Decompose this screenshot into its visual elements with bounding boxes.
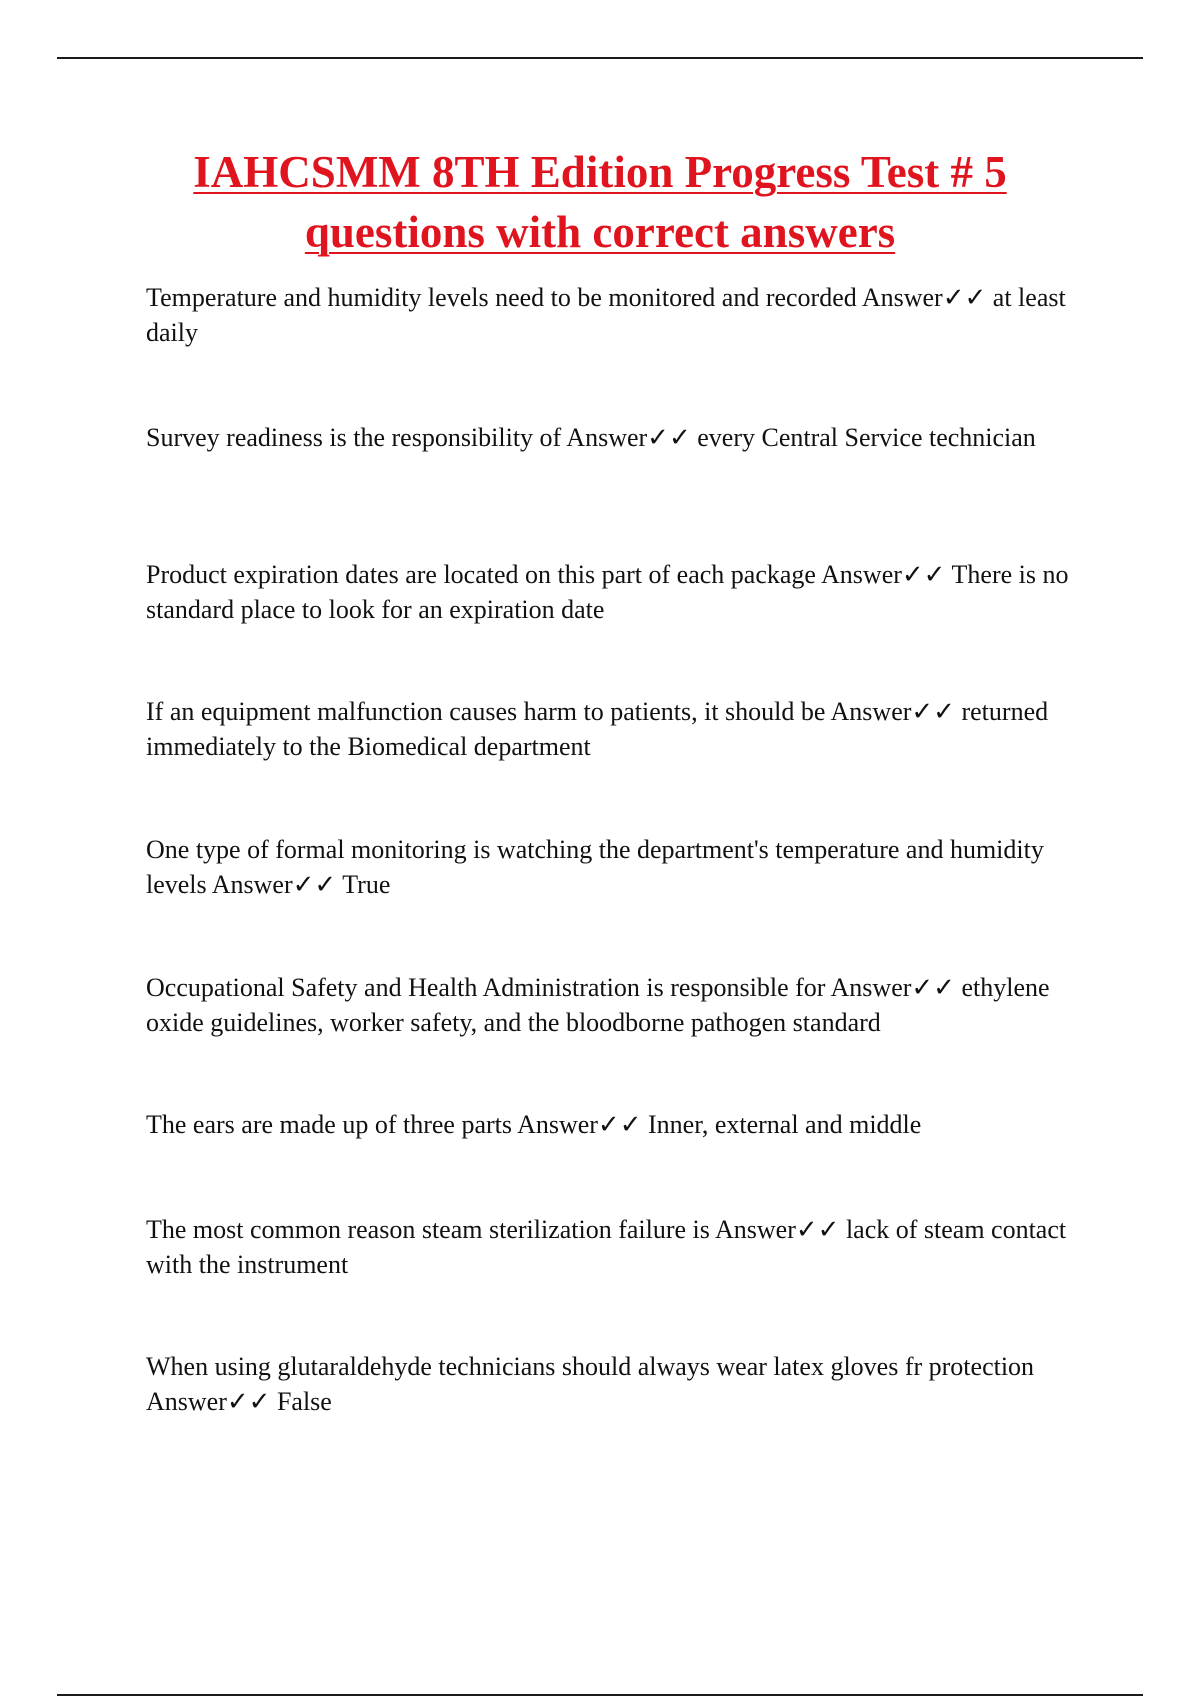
title-line-1: IAHCSMM 8TH Edition Progress Test # 5: [193, 147, 1007, 197]
answer-marker: Answer✓✓: [566, 423, 691, 452]
answer-marker: Answer✓✓: [821, 560, 946, 589]
answer-text: Inner, external and middle: [648, 1110, 922, 1139]
bottom-rule: [57, 1694, 1143, 1696]
answer-marker: Answer✓✓: [517, 1110, 642, 1139]
answer-text: ethylene oxide guidelines, worker safety, and the bloodborne pathogen standard: [146, 973, 1050, 1037]
answer-text: True: [342, 870, 391, 899]
question-text: When using glutaraldehyde technicians should always wear latex gloves fr protection: [146, 1352, 1035, 1381]
answer-marker: Answer✓✓: [830, 973, 955, 1002]
top-rule: [57, 57, 1143, 59]
answer-text: False: [276, 1387, 332, 1416]
question-text: Product expiration dates are located on this part of each package: [146, 560, 816, 589]
answer-text: There is no standard place to look for an expiration date: [146, 560, 1069, 624]
answer-marker: Answer✓✓: [146, 1387, 271, 1416]
answer-text: returned immediately to the Biomedical department: [146, 697, 1049, 761]
qa-item: [146, 557, 1106, 627]
title-line-2: questions with correct answers: [304, 207, 896, 257]
question-text: The most common reason steam sterilization failure is: [146, 1215, 710, 1244]
qa-item: [146, 280, 1106, 350]
qa-item: [146, 970, 1106, 1040]
question-text: The ears are made up of three parts: [146, 1110, 512, 1139]
question-text: One type of formal monitoring is watching the department's temperature and humidity levels: [146, 835, 1044, 899]
answer-marker: Answer✓✓: [830, 697, 955, 726]
answer-text: lack of steam contact with the instrument: [146, 1215, 1067, 1279]
qa-item: [146, 1212, 1106, 1282]
answer-marker: Answer✓✓: [714, 1215, 840, 1244]
qa-item: [146, 1349, 1106, 1419]
answer-marker: Answer✓✓: [211, 870, 337, 899]
qa-item: [146, 420, 1106, 455]
document-title: [100, 142, 1100, 262]
answer-marker: Answer✓✓: [861, 283, 987, 312]
question-text: If an equipment malfunction causes harm to patients, it should be: [146, 697, 826, 726]
qa-item: [146, 1107, 1106, 1142]
qa-item: [146, 694, 1106, 764]
answer-text: at least daily: [146, 283, 1066, 347]
qa-item: [146, 832, 1106, 902]
answer-text: every Central Service technician: [697, 423, 1036, 452]
question-text: Survey readiness is the responsibility of: [146, 423, 562, 452]
question-text: Temperature and humidity levels need to be monitored and recorded: [146, 283, 857, 312]
question-text: Occupational Safety and Health Administration is responsible for: [146, 973, 826, 1002]
